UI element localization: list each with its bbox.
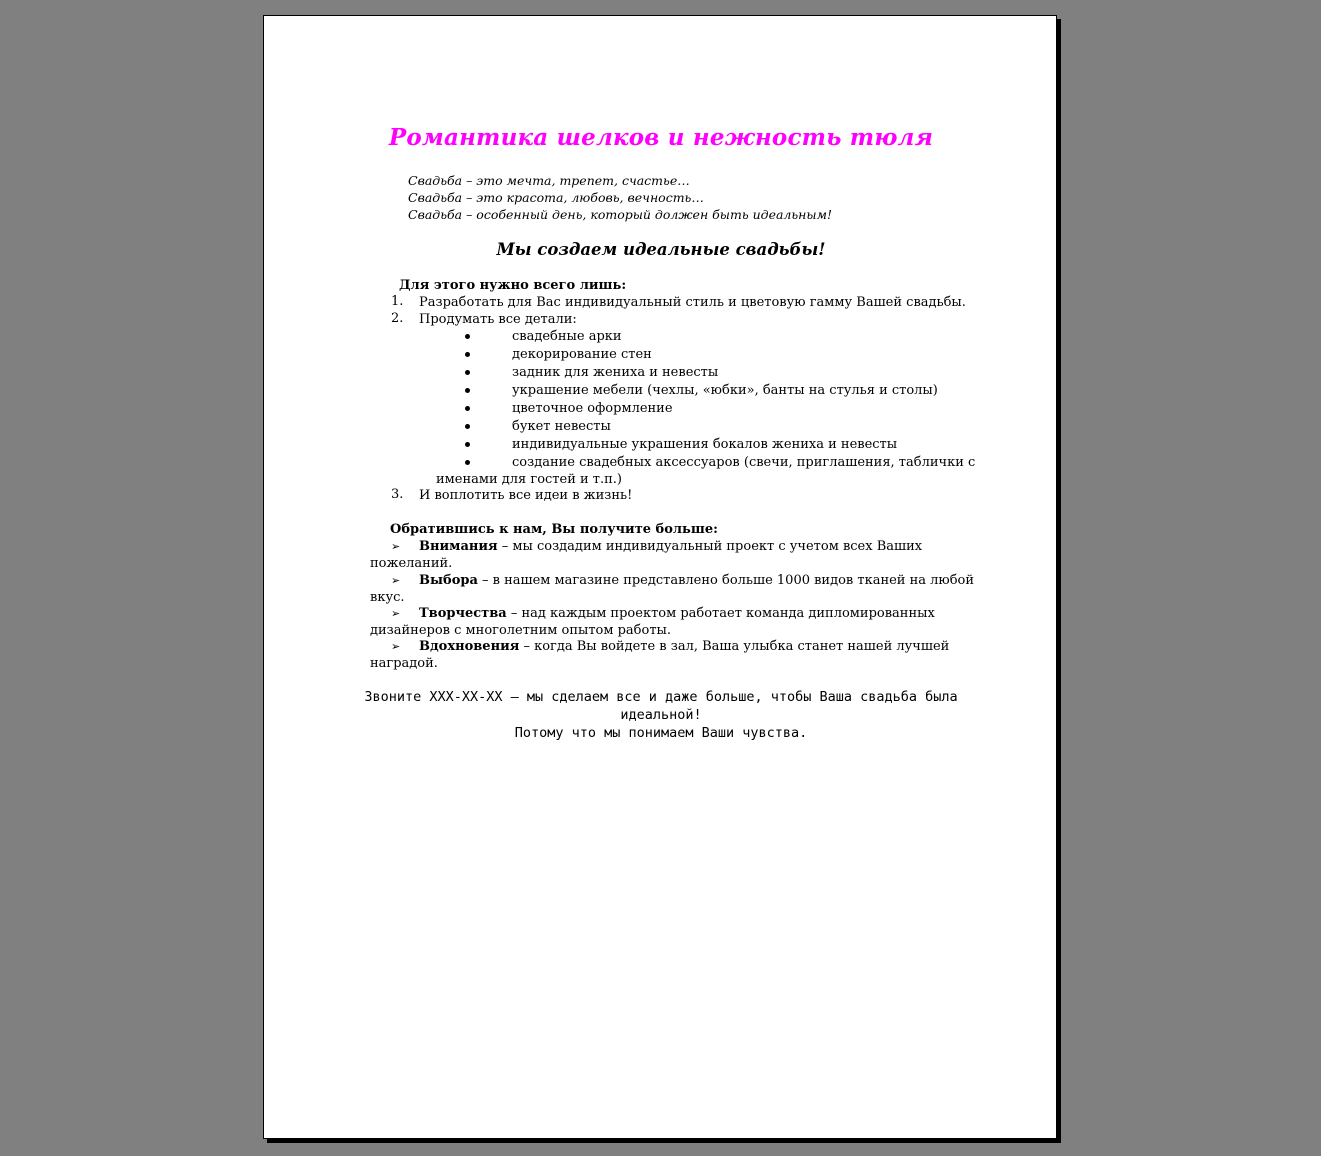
benefit-item: [419, 638, 949, 655]
benefit-term: Творчества: [419, 606, 507, 621]
document-title: Романтика шелков и нежность тюля: [388, 124, 934, 151]
benefit-item: [419, 572, 974, 589]
benefit-term: Внимания: [419, 539, 498, 554]
bullet-dot-icon: [465, 424, 470, 429]
detail-item: свадебные арки: [512, 329, 622, 344]
intro-line: Свадьба – это красота, любовь, вечность…: [408, 190, 704, 205]
benefit-text: – в нашем магазине представлено больше 1000 видов тканей на любой: [477, 573, 975, 588]
detail-item: создание свадебных аксессуаров (свечи, приглашения, таблички с: [512, 455, 976, 470]
benefit-item: [419, 538, 922, 555]
bullet-dot-icon: [465, 388, 470, 393]
benefits-heading: Обратившись к нам, Вы получите больше:: [390, 522, 718, 537]
step-number: 2.: [391, 311, 404, 326]
benefit-item: [419, 605, 935, 622]
detail-item: задник для жениха и невесты: [512, 365, 719, 380]
detail-item: декорирование стен: [512, 347, 652, 362]
benefit-continuation: пожеланий.: [370, 556, 453, 571]
bullet-dot-icon: [465, 370, 470, 375]
benefit-term: Выбора: [419, 573, 478, 588]
benefit-text: – когда Вы войдете в зал, Ваша улыбка станет нашей лучшей: [519, 639, 950, 654]
detail-item: украшение мебели (чехлы, «юбки», банты на стулья и столы): [512, 383, 938, 398]
step-text: Продумать все детали:: [419, 312, 577, 327]
benefit-term: Вдохновения: [419, 639, 520, 654]
benefit-text: – над каждым проектом работает команда дипломированных: [506, 606, 935, 621]
steps-heading: Для этого нужно всего лишь:: [399, 278, 627, 293]
bullet-dot-icon: [465, 460, 470, 465]
detail-item: индивидуальные украшения бокалов жениха и невесты: [512, 437, 898, 452]
arrow-bullet-icon: ➢: [391, 607, 401, 620]
document-subtitle: Мы создаем идеальные свадьбы!: [496, 240, 826, 259]
benefit-text: – мы создадим индивидуальный проект с учетом всех Ваших: [497, 539, 923, 554]
step-number: 3.: [391, 487, 404, 502]
benefit-continuation: вкус.: [370, 590, 405, 605]
bullet-dot-icon: [465, 442, 470, 447]
document-page: [263, 15, 1057, 1139]
detail-item: букет невесты: [512, 419, 611, 434]
step-text: И воплотить все идеи в жизнь!: [419, 488, 633, 503]
step-text: Разработать для Вас индивидуальный стиль и цветовую гамму Вашей свадьбы.: [419, 295, 966, 310]
arrow-bullet-icon: ➢: [391, 574, 401, 587]
contact-line: Звоните XXX-XX-XX – мы сделаем все и даже больше, чтобы Ваша свадьба была: [364, 689, 958, 705]
arrow-bullet-icon: ➢: [391, 640, 401, 653]
step-number: 1.: [391, 294, 404, 309]
bullet-dot-icon: [465, 352, 470, 357]
contact-line: идеальной!: [620, 707, 702, 723]
bullet-dot-icon: [465, 334, 470, 339]
benefit-continuation: дизайнеров с многолетним опытом работы.: [370, 623, 671, 638]
detail-item: цветочное оформление: [512, 401, 673, 416]
bullet-dot-icon: [465, 406, 470, 411]
benefit-continuation: наградой.: [370, 656, 438, 671]
detail-item-continuation: именами для гостей и т.п.): [436, 472, 622, 487]
contact-line: Потому что мы понимаем Ваши чувства.: [514, 725, 808, 741]
intro-line: Свадьба – это мечта, трепет, счастье…: [408, 173, 690, 188]
arrow-bullet-icon: ➢: [391, 540, 401, 553]
intro-line: Свадьба – особенный день, который должен быть идеальным!: [408, 207, 832, 222]
